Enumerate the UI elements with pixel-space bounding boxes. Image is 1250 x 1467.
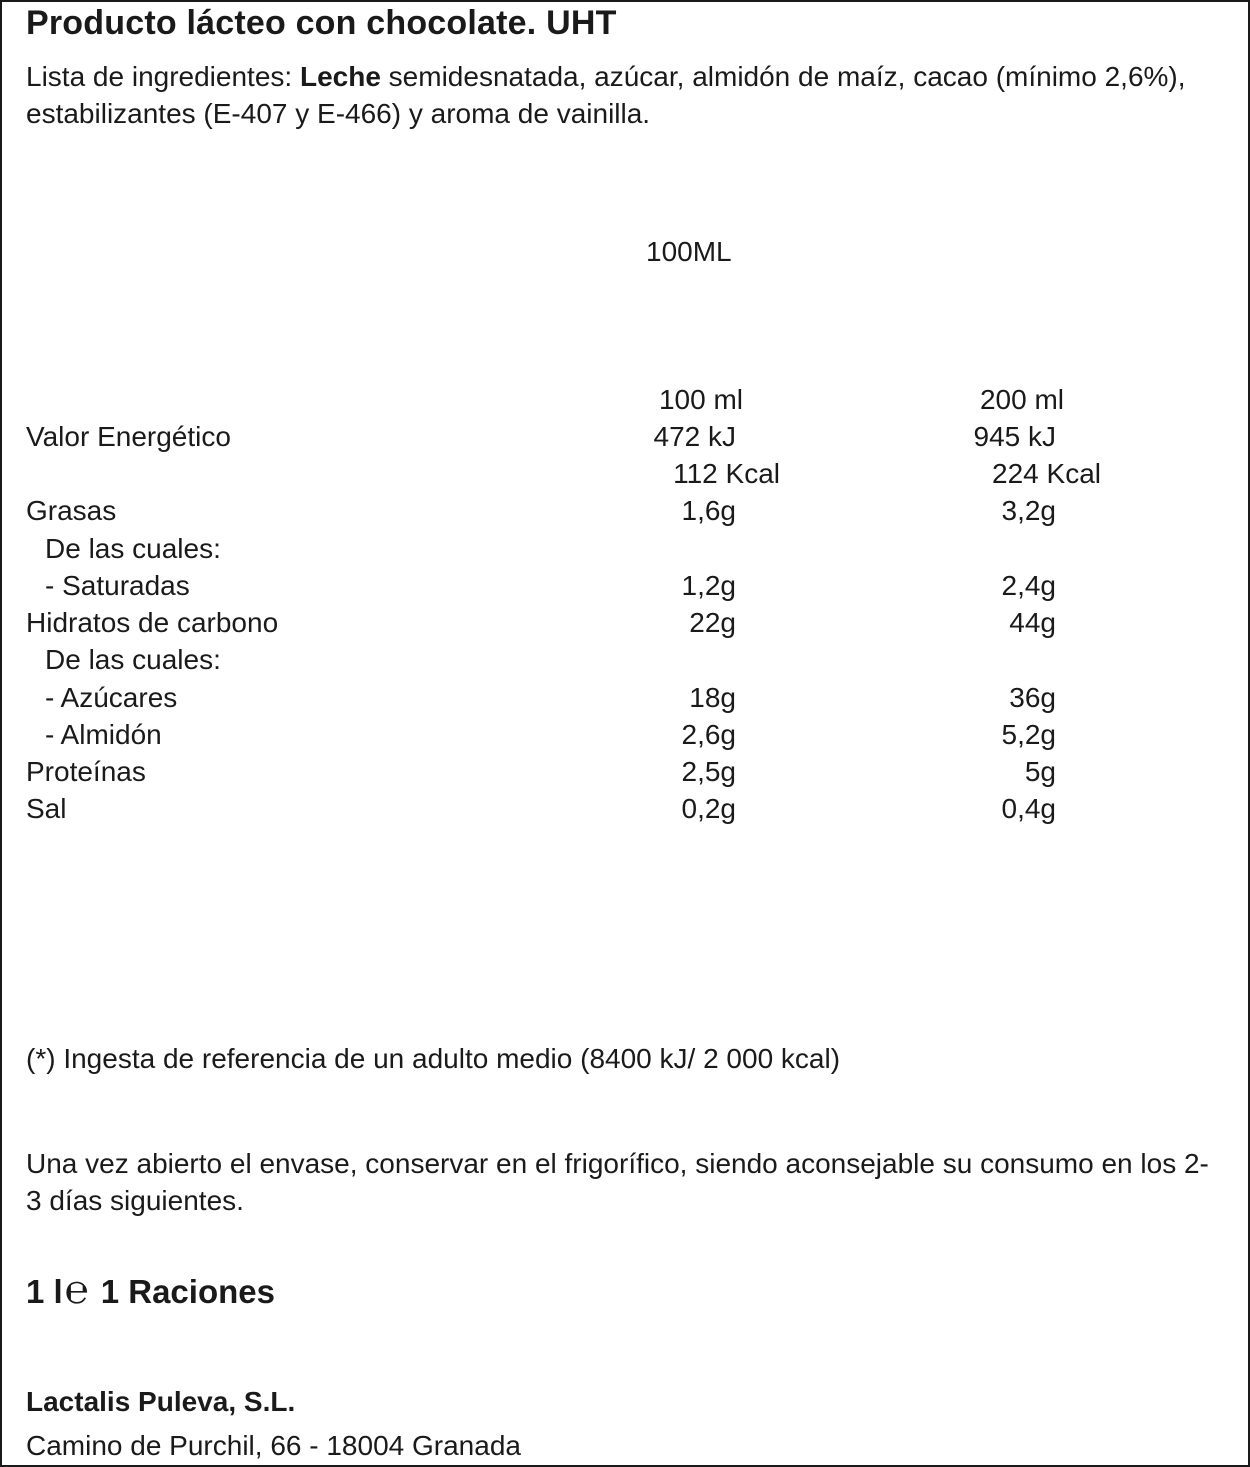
servings-count: 1 Raciones: [100, 1273, 275, 1310]
value-200ml: 5g: [1024, 756, 1056, 787]
nutrient-label: - Azúcares: [45, 682, 178, 713]
ingredients-allergen: Leche: [299, 61, 381, 92]
portion-label: 100ML: [646, 236, 732, 267]
nutrition-row-energy-kcal: [0, 458, 1250, 495]
col2-header: 200 ml: [979, 384, 1064, 415]
net-quantity: [26, 1266, 275, 1313]
company-name: Lactalis Puleva, S.L.: [26, 1386, 296, 1417]
nutrient-label: De las cuales:: [45, 644, 221, 675]
value-100ml: 22g: [689, 607, 736, 638]
nutrition-row-of-which: [0, 533, 1250, 570]
nutrient-label: Proteínas: [26, 756, 146, 787]
nutrition-row-of-which: [0, 644, 1250, 681]
value-200ml: 5,2g: [1001, 719, 1056, 750]
value-100ml: 1,6g: [681, 495, 736, 526]
nutrient-label: - Saturadas: [45, 570, 190, 601]
nutrition-header-row: [0, 384, 1250, 421]
nutrition-row-carbohydrates: [0, 607, 1250, 644]
nutrient-label: Sal: [26, 793, 67, 824]
value-200ml: 2,4g: [1001, 570, 1056, 601]
conservation-instructions: Una vez abierto el envase, conservar en el frigorífico, siendo aconsejable su consumo en los 2-3 días siguientes.: [26, 1148, 1209, 1216]
value-100ml: 472 kJ: [653, 421, 736, 452]
nutrient-label: - Almidón: [45, 719, 162, 750]
value-100ml: 2,5g: [681, 756, 736, 787]
value-200ml: 44g: [1009, 607, 1056, 638]
nutrition-row-sugars: [0, 682, 1250, 719]
nutrient-label: Grasas: [26, 495, 117, 526]
nutrition-row-protein: [0, 756, 1250, 793]
value-100ml: 112 Kcal: [673, 458, 780, 489]
ingredients-list: [26, 58, 1216, 132]
value-200ml: 36g: [1009, 682, 1056, 713]
product-title: Producto lácteo con chocolate. UHT: [26, 4, 617, 42]
reference-intake-note: (*) Ingesta de referencia de un adulto medio (8400 kJ/ 2 000 kcal): [26, 1043, 841, 1074]
nutrition-row-energy-kj: [0, 421, 1250, 458]
company-address: Camino de Purchil, 66 - 18004 Granada: [26, 1430, 521, 1461]
value-100ml: 2,6g: [681, 719, 736, 750]
value-200ml: 0,4g: [1001, 793, 1056, 824]
nutrition-row-salt: [0, 793, 1250, 830]
net-volume: 1 l: [26, 1273, 63, 1310]
value-100ml: 18g: [689, 682, 736, 713]
ingredients-rest: semidesnatada, azúcar, almidón de maíz, cacao (mínimo 2,6%), estabilizantes (E-407 y E-466) y aroma de vainilla.: [26, 61, 1186, 129]
nutrient-label: De las cuales:: [45, 533, 221, 564]
nutrition-row-starch: [0, 719, 1250, 756]
value-200ml: 945 kJ: [973, 421, 1056, 452]
col1-header: 100 ml: [658, 384, 743, 415]
nutrition-row-saturated: [0, 570, 1250, 607]
ingredients-prefix: Lista de ingredientes:: [26, 61, 300, 92]
value-200ml: 3,2g: [1001, 495, 1056, 526]
value-200ml: 224 Kcal: [992, 458, 1101, 489]
value-100ml: 0,2g: [681, 793, 736, 824]
nutrient-label: Hidratos de carbono: [26, 607, 279, 638]
value-100ml: 1,2g: [681, 570, 736, 601]
nutrition-row-fat: [0, 495, 1250, 532]
estimated-sign-icon: ℮: [64, 1267, 89, 1313]
nutrient-label: Valor Energético: [26, 421, 231, 452]
